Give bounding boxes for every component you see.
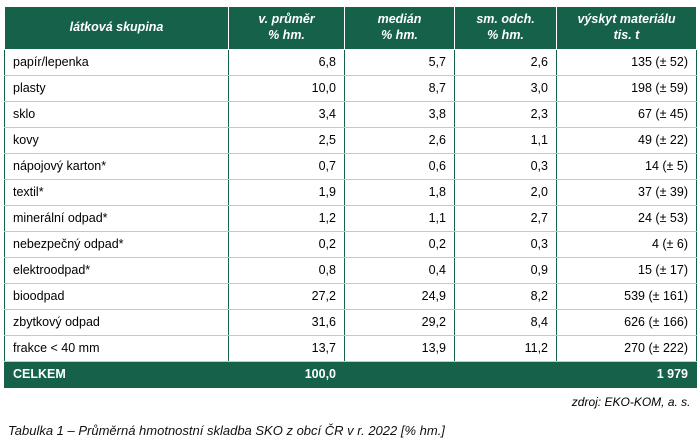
cell-category: nápojový karton* [5,154,229,180]
table-body [5,50,697,414]
table-row [5,128,697,154]
cell-stddev: 1,1 [455,128,557,154]
table-row [5,336,697,362]
table-row [5,102,697,128]
cell-category: papír/lepenka [5,50,229,76]
cell-amount: 135 (± 52) [557,50,697,76]
column-header-median: medián % hm. [345,7,455,50]
cell-average: 0,7 [229,154,345,180]
table-row [5,310,697,336]
cell-total-label: CELKEM [5,362,229,388]
column-header-stddev: sm. odch. % hm. [455,7,557,50]
cell-stddev: 2,3 [455,102,557,128]
cell-average: 13,7 [229,336,345,362]
column-header-amount: výskyt materiálu tis. t [557,7,697,50]
cell-amount: 4 (± 6) [557,232,697,258]
cell-total-amount: 1 979 [557,362,697,388]
cell-amount: 539 (± 161) [557,284,697,310]
cell-median: 13,9 [345,336,455,362]
cell-median: 0,4 [345,258,455,284]
cell-total-stddev [455,362,557,388]
cell-stddev: 0,3 [455,154,557,180]
column-header-average: v. průměr % hm. [229,7,345,50]
cell-category: bioodpad [5,284,229,310]
cell-median: 29,2 [345,310,455,336]
cell-median: 24,9 [345,284,455,310]
table-row [5,206,697,232]
table-row [5,284,697,310]
cell-average: 10,0 [229,76,345,102]
cell-category: zbytkový odpad [5,310,229,336]
cell-average: 1,9 [229,180,345,206]
cell-amount: 49 (± 22) [557,128,697,154]
cell-amount: 270 (± 222) [557,336,697,362]
cell-amount: 37 (± 39) [557,180,697,206]
cell-total-average: 100,0 [229,362,345,388]
cell-stddev: 3,0 [455,76,557,102]
cell-median: 8,7 [345,76,455,102]
table-row [5,258,697,284]
cell-stddev: 8,4 [455,310,557,336]
cell-median: 0,6 [345,154,455,180]
table-caption: Tabulka 1 – Průměrná hmotnostní skladba SKO z obcí ČR v r. 2022 [% hm.] [8,423,445,439]
table-total-row [5,362,697,388]
cell-median: 1,1 [345,206,455,232]
cell-average: 31,6 [229,310,345,336]
table-row [5,232,697,258]
cell-average: 2,5 [229,128,345,154]
cell-median: 2,6 [345,128,455,154]
cell-median: 5,7 [345,50,455,76]
table-header [5,7,697,50]
cell-category: plasty [5,76,229,102]
cell-average: 27,2 [229,284,345,310]
cell-amount: 14 (± 5) [557,154,697,180]
cell-category: textil* [5,180,229,206]
table-row [5,50,697,76]
cell-total-median [345,362,455,388]
cell-stddev: 2,7 [455,206,557,232]
cell-stddev: 0,9 [455,258,557,284]
table-source-row [5,388,697,414]
table-header-row [5,7,697,50]
cell-median: 3,8 [345,102,455,128]
table-row [5,76,697,102]
table-row [5,180,697,206]
cell-average: 0,8 [229,258,345,284]
cell-amount: 67 (± 45) [557,102,697,128]
cell-amount: 198 (± 59) [557,76,697,102]
table-row [5,154,697,180]
cell-average: 0,2 [229,232,345,258]
cell-category: frakce < 40 mm [5,336,229,362]
cell-stddev: 0,3 [455,232,557,258]
cell-average: 3,4 [229,102,345,128]
cell-amount: 15 (± 17) [557,258,697,284]
cell-average: 6,8 [229,50,345,76]
cell-stddev: 2,6 [455,50,557,76]
cell-category: kovy [5,128,229,154]
cell-category: elektroodpad* [5,258,229,284]
cell-stddev: 11,2 [455,336,557,362]
cell-category: minerální odpad* [5,206,229,232]
waste-composition-table [4,6,697,413]
cell-stddev: 2,0 [455,180,557,206]
source-note: zdroj: EKO-KOM, a. s. [571,394,691,409]
cell-amount: 24 (± 53) [557,206,697,232]
cell-average: 1,2 [229,206,345,232]
cell-category: sklo [5,102,229,128]
cell-amount: 626 (± 166) [557,310,697,336]
cell-median: 1,8 [345,180,455,206]
cell-median: 0,2 [345,232,455,258]
column-header-category: látková skupina [5,7,229,50]
cell-category: nebezpečný odpad* [5,232,229,258]
cell-stddev: 8,2 [455,284,557,310]
